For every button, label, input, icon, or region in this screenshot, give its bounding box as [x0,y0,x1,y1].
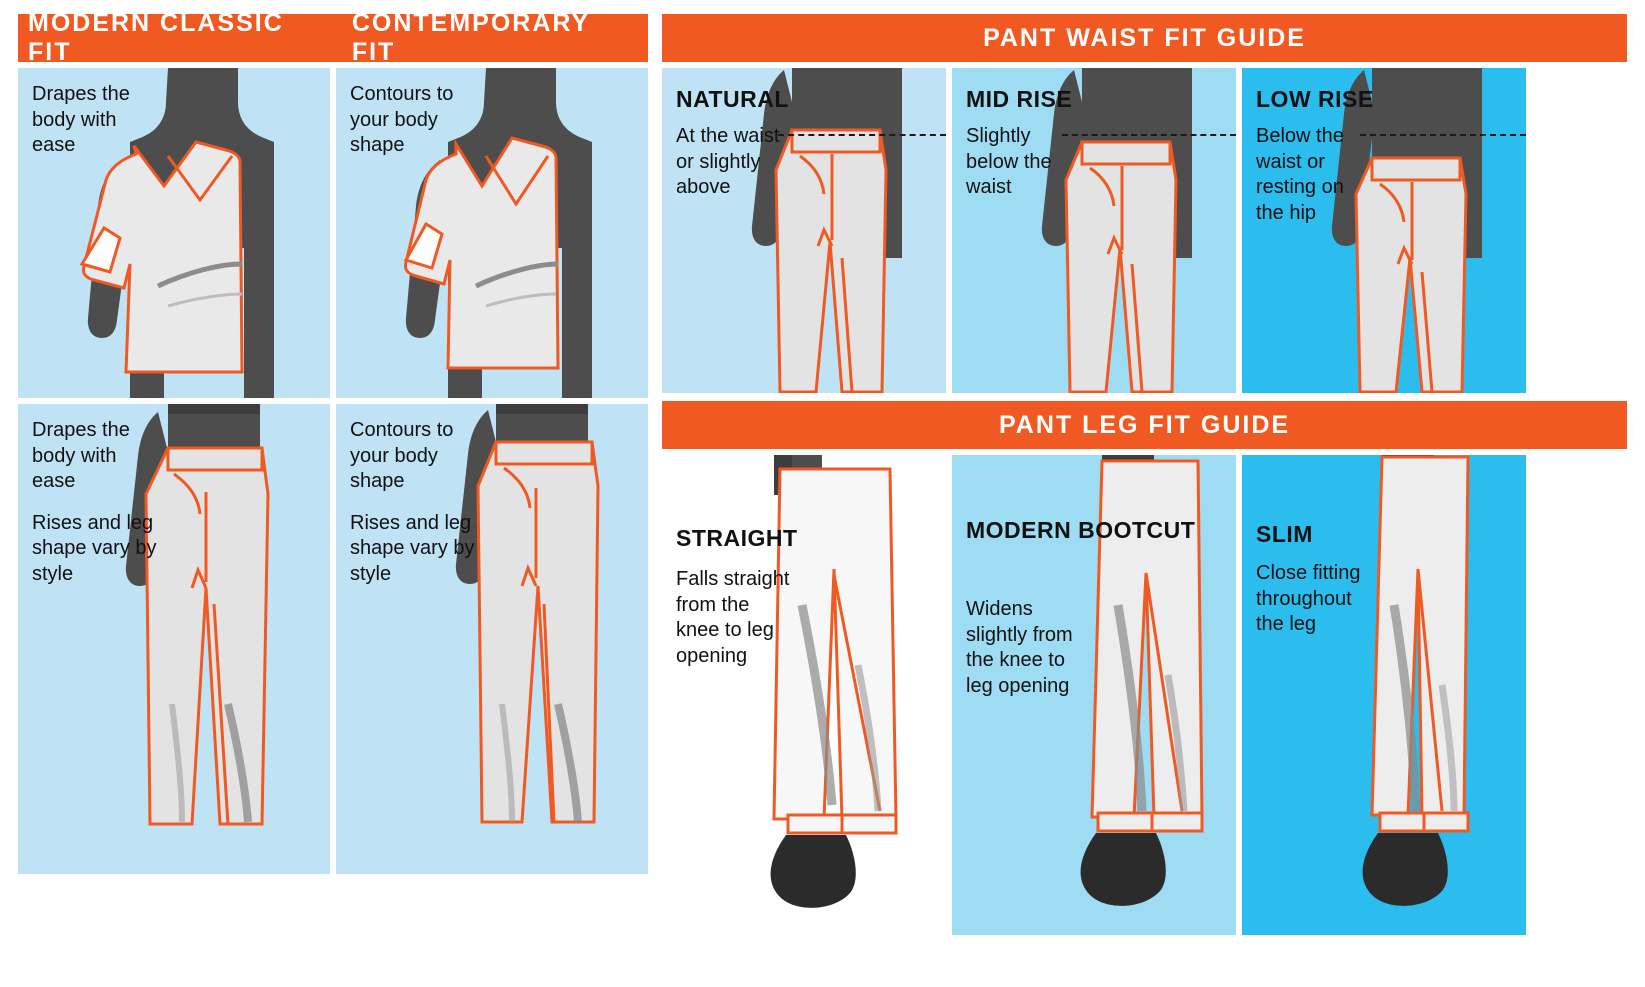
contemporary-top-cell [336,68,648,398]
pant-leg-fit-guide-header [662,401,1627,449]
caption-line: Contours to your body shape [350,419,454,493]
waist-label-mid-rise: MID RISE [966,86,1073,112]
waist-figure-low-rise [1242,68,1526,393]
leg-desc-modern-bootcut: Widens slightly from the knee to leg opening [966,598,1073,697]
left-top-row [18,68,648,398]
right-fit-panel [662,14,1627,935]
caption-line: Rises and leg shape vary by style [32,511,157,585]
leg-header-label: PANT LEG FIT GUIDE [998,410,1291,439]
contemporary-pant-cell [336,404,648,874]
left-bottom-row [18,404,648,874]
leg-cell-slim [1242,455,1526,935]
waist-label-natural: NATURAL [676,86,789,112]
waist-figure-mid-rise [952,68,1236,393]
waist-guide-line-mid-rise [1062,134,1236,136]
waist-cell-low-rise [1242,68,1526,393]
leg-label-slim: SLIM [1256,521,1313,547]
waist-guide-line-natural [778,134,946,136]
waist-cell-mid-rise [952,68,1236,393]
modern-classic-top-caption [32,82,157,159]
caption-line: Rises and leg shape vary by style [350,511,475,585]
caption-line: Contours to your body shape [350,83,454,157]
waist-figure-natural [662,68,946,393]
left-fit-panel [18,9,648,874]
left-panel-header [18,9,648,66]
pant-waist-fit-guide-header [662,14,1627,62]
leg-cell-modern-bootcut [952,455,1236,935]
contemporary-top-caption [350,82,475,159]
waist-cell-natural [662,68,946,393]
leg-cell-straight [662,455,946,935]
leg-desc-straight: Falls straight from the knee to leg opening [676,568,790,667]
contemporary-pant-caption [350,418,490,588]
modern-classic-pant-caption [32,418,157,588]
waist-label-low-rise: LOW RISE [1256,86,1374,112]
leg-label-straight: STRAIGHT [676,525,798,551]
leg-desc-slim: Close fitting throughout the leg [1256,562,1361,636]
waist-desc-low-rise: Below the waist or resting on the hip [1256,125,1344,224]
leg-label-modern-bootcut-line1: MODERN BOOTCUT [966,517,1196,543]
waist-desc-mid-rise: Slightly below the waist [966,125,1052,199]
caption-line: Drapes the body with ease [32,83,130,157]
modern-classic-pant-cell [18,404,330,874]
waist-desc-natural: At the waist or slightly above [676,125,780,199]
modern-classic-top-cell [18,68,330,398]
caption-line: Drapes the body with ease [32,419,130,493]
waist-row [662,68,1627,393]
header-modern-classic-fit: MODERN CLASSIC FIT [28,9,284,66]
leg-row [662,455,1627,935]
waist-guide-line-low-rise [1360,134,1526,136]
waist-header-label: PANT WAIST FIT GUIDE [983,23,1306,52]
header-contemporary-fit: CONTEMPORARY FIT [351,9,590,66]
